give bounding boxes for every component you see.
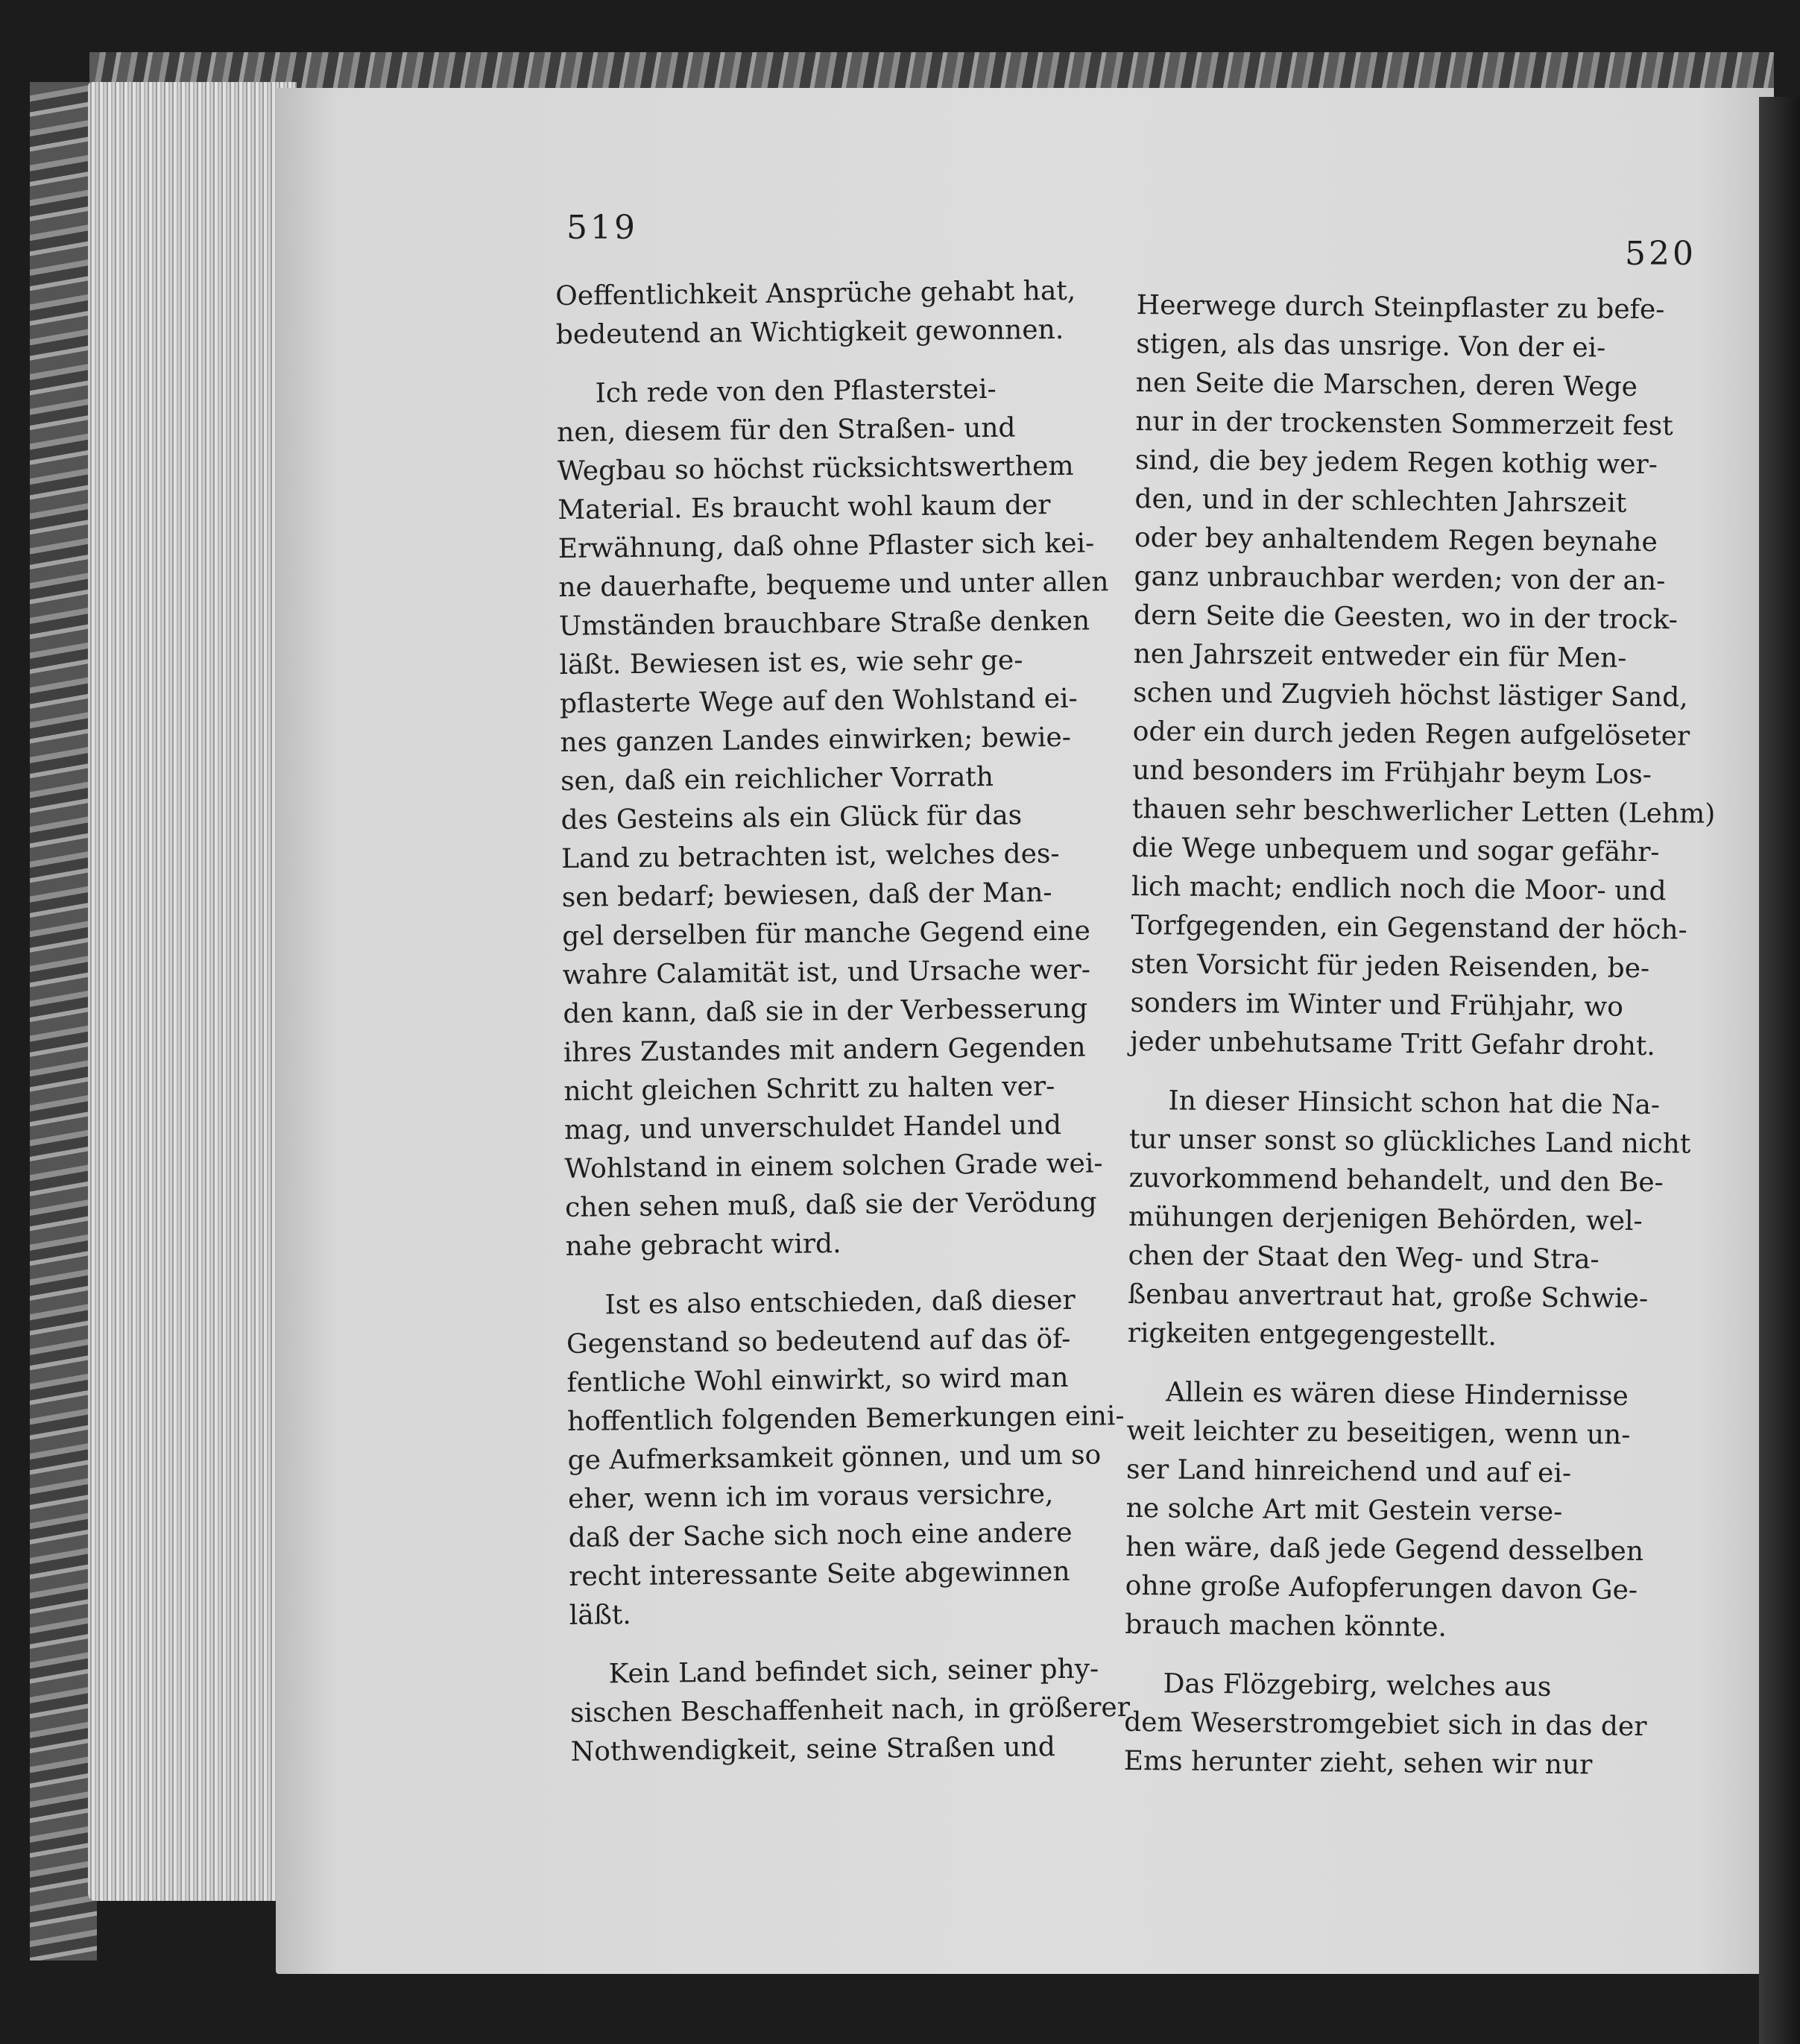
text-line: thauen sehr beschwerlicher Letten (Lehm) (1131, 793, 1716, 830)
text-line: läßt. Bewiesen ist es, wie sehr ge- (559, 645, 1023, 681)
text-line: den, und in der schlechten Jahrszeit (1134, 483, 1627, 519)
text-line: sen bedarf; bewiesen, daß der Man- (561, 877, 1052, 913)
text-line: ihres Zustandes mit andern Gegenden (563, 1032, 1086, 1068)
text-line: dern Seite die Geesten, wo in der trock- (1133, 599, 1679, 636)
text-line: nen, diesem für den Straßen- und (556, 412, 1016, 448)
paragraph (1123, 1665, 1647, 1785)
book-gutter-shadow (1759, 97, 1800, 2044)
text-line: ßenbau anvertraut hat, große Schwie- (1128, 1278, 1649, 1315)
text-line: bedeutend an Wichtigkeit gewonnen. (555, 314, 1064, 350)
text-line: Ich rede von den Pflasterstei- (595, 373, 997, 409)
text-line: Oeffentlichkeit Ansprüche gehabt hat, (555, 275, 1076, 312)
text-line: sind, die bey jedem Regen kothig wer- (1134, 444, 1658, 481)
left-page-text-column (555, 271, 1131, 1791)
text-line: nur in der trockensten Sommerzeit fest (1135, 406, 1673, 442)
text-line: ne dauerhafte, bequeme und unter allen (558, 567, 1109, 603)
text-line: und besonders im Frühjahr beym Los- (1132, 754, 1652, 791)
text-line: nen Seite die Marschen, deren Wege (1135, 367, 1638, 403)
text-line: Das Flözgebirg, welches aus (1163, 1668, 1552, 1703)
text-line: den kann, daß sie in der Verbesserung (563, 993, 1088, 1029)
text-line: mag, und unverschuldet Handel und (563, 1109, 1062, 1146)
text-line: nicht gleichen Schritt zu halten ver- (563, 1071, 1055, 1107)
book-cover-left-edge (30, 82, 97, 1961)
text-line: Wohlstand in einem solchen Grade wei- (564, 1148, 1103, 1185)
text-line: ne solche Art mit Gestein verse- (1125, 1492, 1563, 1528)
text-line: gel derselben für manche Gegend eine (562, 915, 1091, 952)
text-line: nes ganzen Landes einwirken; bewie- (560, 722, 1072, 758)
stacked-page-edges (88, 82, 297, 1901)
text-line: chen der Staat den Weg- und Stra- (1128, 1240, 1600, 1275)
text-line: zuvorkommend behandelt, und den Be- (1128, 1162, 1664, 1199)
text-line: nen Jahrszeit entweder ein für Men- (1133, 638, 1627, 674)
paragraph (569, 1650, 1131, 1772)
text-line: rigkeiten entgegengestellt. (1127, 1317, 1497, 1352)
text-line: sonders im Winter und Frühjahr, wo (1130, 987, 1624, 1023)
text-line: läßt. (569, 1600, 631, 1631)
text-line: Ems herunter zieht, sehen wir nur (1123, 1745, 1593, 1781)
text-line: eher, wenn ich im voraus versichre, (567, 1479, 1054, 1515)
text-line: jeder unbehutsame Tritt Gefahr droht. (1129, 1026, 1655, 1062)
text-line: die Wege unbequem und sogar gefähr- (1131, 832, 1660, 868)
paragraph (556, 369, 1109, 1266)
text-line: oder ein durch jeden Regen aufgelöseter (1132, 716, 1690, 752)
text-line: sischen Beschaffenheit nach, in größerer (569, 1692, 1131, 1729)
text-line: stigen, als das unsrige. Von der ei- (1136, 328, 1606, 364)
text-line: sten Vorsicht für jeden Reisenden, be- (1130, 948, 1650, 985)
paragraph (1127, 1082, 1691, 1357)
text-line: Kein Land befindet sich, seiner phy- (608, 1653, 1099, 1690)
text-line: Umständen brauchbare Straße denken (558, 605, 1090, 642)
text-line: oder bey anhaltendem Regen beynahe (1134, 522, 1658, 558)
text-line: Material. Es braucht wohl kaum der (558, 490, 1051, 526)
text-line: In dieser Hinsicht schon hat die Na- (1168, 1085, 1661, 1121)
text-line: daß der Sache sich noch eine andere (568, 1517, 1073, 1553)
paragraph (1129, 286, 1716, 1066)
text-line: weit leichter zu beseitigen, wenn un- (1126, 1415, 1631, 1451)
left-page-number: 519 (566, 209, 638, 247)
text-line: hoffentlich folgenden Bemerkungen eini- (566, 1401, 1125, 1437)
text-line: Erwähnung, daß ohne Pflaster sich kei- (558, 528, 1095, 564)
text-line: Land zu betrachten ist, welches des- (560, 838, 1060, 874)
text-line: Gegenstand so bedeutend auf das öf- (566, 1323, 1071, 1360)
text-line: ganz unbrauchbar werden; von der an- (1134, 561, 1666, 597)
text-line: tur unser sonst so glückliches Land nicht (1128, 1123, 1691, 1160)
text-line: Wegbau so höchst rücksichtswerthem (557, 450, 1074, 487)
text-line: Ist es also entschieden, daß dieser (604, 1284, 1076, 1321)
text-line: chen sehen muß, daß sie der Verödung (564, 1187, 1097, 1223)
text-line: dem Weserstromgebiet sich in das der (1124, 1706, 1647, 1743)
text-line: des Gesteins als ein Glück für das (560, 800, 1023, 836)
text-line: Allein es wären diese Hindernisse (1165, 1377, 1629, 1412)
text-line: lich macht; endlich noch die Moor- und (1131, 871, 1667, 907)
text-line: fentliche Wohl einwirkt, so wird man (566, 1362, 1069, 1398)
text-line: Torfgegenden, ein Gegenstand der höch- (1131, 909, 1687, 946)
text-line: nahe gebracht wird. (565, 1228, 841, 1262)
text-line: ohne große Aufopferungen davon Ge- (1125, 1570, 1638, 1606)
text-line: ser Land hinreichend und auf ei- (1125, 1454, 1572, 1489)
text-line: sen, daß ein reichlicher Vorrath (560, 761, 994, 797)
right-page-text-column (1123, 286, 1716, 1805)
right-page-number: 520 (1625, 235, 1696, 273)
paragraph (1125, 1373, 1644, 1649)
text-line: ge Aufmerksamkeit gönnen, und um so (567, 1439, 1102, 1476)
text-line: recht interessante Seite abgewinnen (569, 1556, 1070, 1592)
paragraph (555, 271, 1093, 355)
text-line: hen wäre, daß jede Gegend desselben (1125, 1531, 1644, 1567)
text-line: mühungen derjenigen Behörden, wel- (1128, 1201, 1643, 1237)
text-line: Heerwege durch Steinpflaster zu befe- (1136, 289, 1665, 326)
text-line: brauch machen könnte. (1125, 1609, 1447, 1643)
paragraph (566, 1281, 1125, 1635)
text-line: schen und Zugvieh höchst lästiger Sand, (1133, 677, 1688, 713)
text-line: pflasterte Wege auf den Wohlstand ei- (559, 683, 1078, 719)
text-line: wahre Calamität ist, und Ursache wer- (562, 954, 1091, 991)
text-line: Nothwendigkeit, seine Straßen und (570, 1732, 1056, 1767)
